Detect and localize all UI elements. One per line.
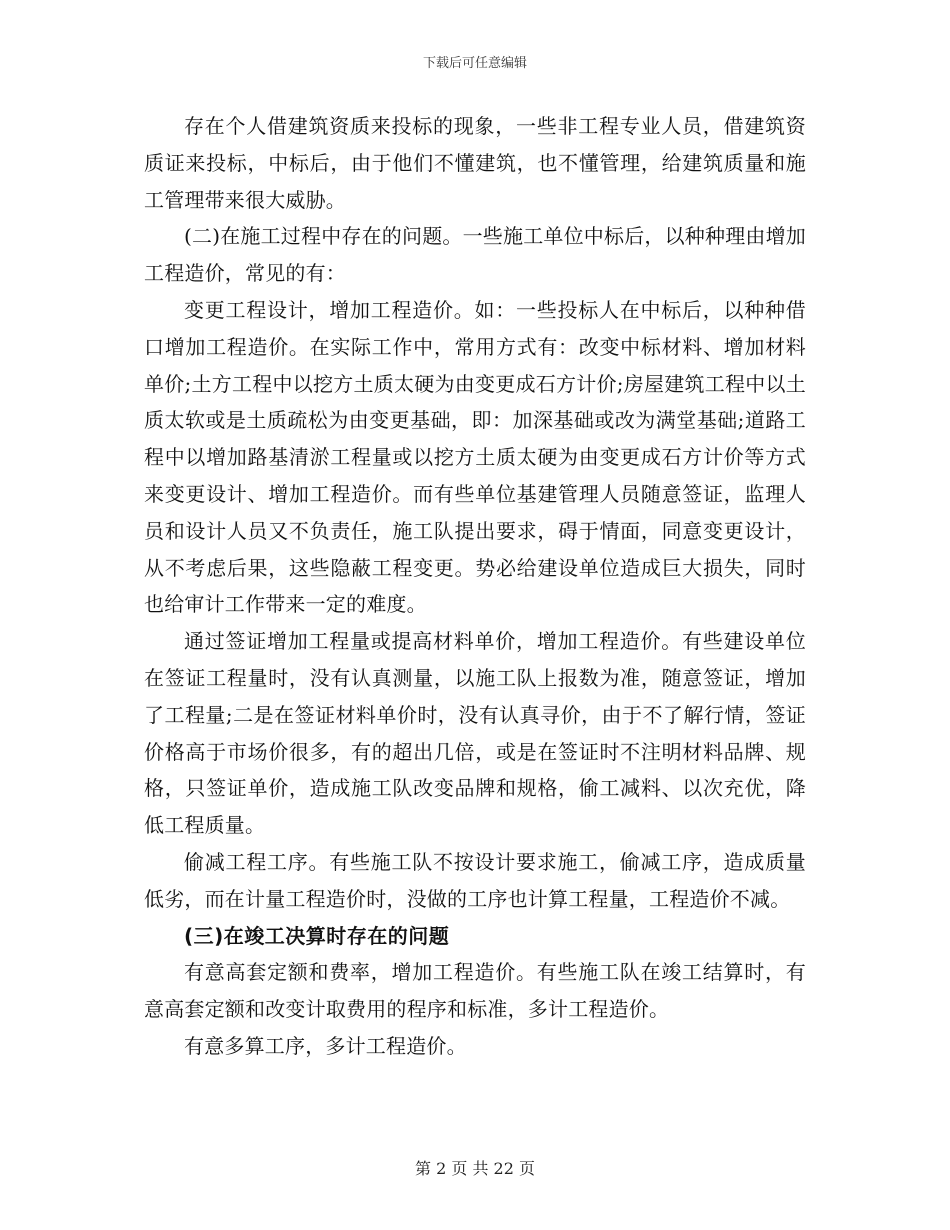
page-footer: 第 2 页 共 22 页 — [415, 1159, 535, 1178]
paragraph: 有意高套定额和费率，增加工程造价。有些施工队在竣工结算时，有意高套定额和改变计取费用的程序和标准，多计工程造价。 — [144, 960, 806, 1022]
page-header: 下载后可任意编辑 — [422, 56, 527, 71]
document-body — [144, 108, 806, 1065]
paragraph: 通过签证增加工程量或提高材料单价，增加工程造价。有些建设单位在签证工程量时，没有认真测量，以施工队上报数为准，随意签证，增加了工程量;二是在签证材料单价时，没有认真寻价，由于不了解行情，签证价格高于市场价很多，有的超出几倍，或是在签证时不注明材料品牌、规格，只签证单价，造成施工队改变品牌和规格，偷工减料、以次充优，降低工程质量。 — [144, 629, 806, 838]
paragraph: 存在个人借建筑资质来投标的现象，一些非工程专业人员，借建筑资质证来投标，中标后，由于他们不懂建筑，也不懂管理，给建筑质量和施工管理带来很大威胁。 — [144, 114, 806, 212]
section-heading: (三)在竣工决算时存在的问题 — [184, 923, 450, 948]
paragraph: (二)在施工过程中存在的问题。一些施工单位中标后，以种种理由增加工程造价，常见的有： — [144, 224, 807, 286]
paragraph: 有意多算工序，多计工程造价。 — [184, 1033, 467, 1058]
paragraph: 变更工程设计，增加工程造价。如：一些投标人在中标后，以种种借口增加工程造价。在实际工作中，常用方式有：改变中标材料、增加材料单价;土方工程中以挖方土质太硬为由变更成石方计价;房屋建筑工程中以土质太软或是土质疏松为由变更基础，即：加深基础或改为满堂基础;道路工程中以增加路基清淤工程量或以挖方土质太硬为由变更成石方计价等方式来变更设计、增加工程造价。而有些单位基建管理人员随意签证，监理人员和设计人员又不负责任，施工队提出要求，碍于情面，同意变更设计，从不考虑后果，这些隐蔽工程变更。势必给建设单位造成巨大损失，同时也给审计工作带来一定的难度。 — [144, 297, 806, 617]
paragraph: 偷减工程工序。有些施工队不按设计要求施工，偷减工序，造成质量低劣，而在计量工程造价时，没做的工序也计算工程量，工程造价不减。 — [144, 849, 806, 911]
